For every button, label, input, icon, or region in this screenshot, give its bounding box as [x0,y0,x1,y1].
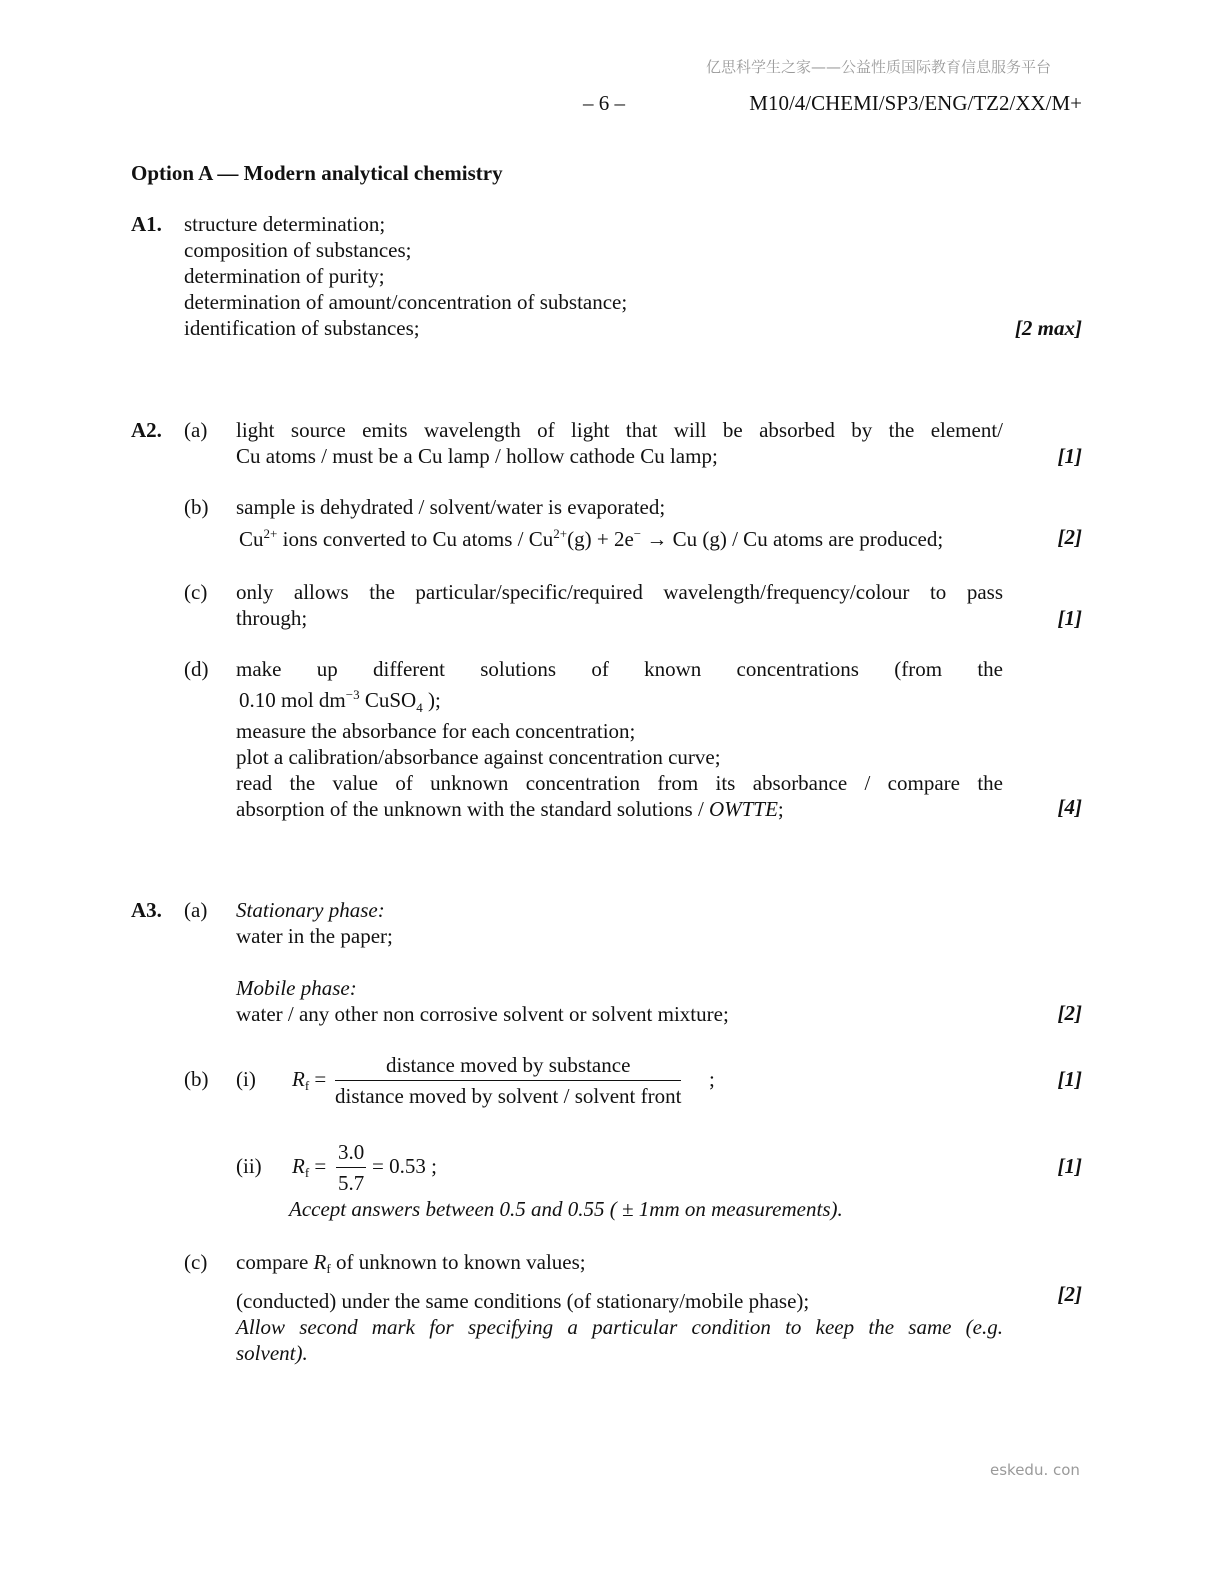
a2-b-mid: ions converted to Cu atoms / [277,527,529,551]
a3-a-answer [236,897,1003,1027]
a3-b-i-label: (i) [236,1067,256,1091]
a3-a-stationary-text: water in the paper; [236,924,393,948]
a3-b-i-r: R [292,1067,305,1091]
a2-d-label: (d) [184,657,209,681]
a3-b-i-mark: [1] [1057,1067,1082,1091]
a2-d-subscript: 4 [416,700,423,716]
question-a3-number: A3. [131,898,162,922]
a2-d-formula: CuSO [359,688,417,712]
a3-b-ii-denominator: 5.7 [338,1171,365,1195]
a2-a-line-1: light source emits wavelength of light that will be absorbed by the element/ [236,418,1003,442]
a3-b-i-numerator: distance moved by substance [335,1052,681,1081]
a3-b-ii-fraction [336,1139,366,1196]
a3-b-ii-label: (ii) [236,1154,262,1178]
a3-c-compare: compare [236,1250,314,1274]
a3-b-i-rsub: f [304,1078,310,1093]
a2-b-arrow: → Cu (g) / Cu atoms are produced; [641,527,944,551]
a3-c-line-1 [236,1249,1003,1282]
a3-c-r: R [313,1250,327,1274]
a2-b-charge-1: 2+ [263,526,278,541]
a3-c-answer [236,1249,1003,1366]
a3-b-ii-numerator: 3.0 [336,1139,366,1168]
a2-a-mark: [1] [1057,444,1082,468]
a2-c-answer [236,579,1003,631]
a3-a-mobile-heading: Mobile phase: [236,976,357,1000]
a1-line-5: identification of substances; [184,316,420,340]
a3-b-ii-lhs [292,1153,326,1186]
a2-a-answer [236,417,1003,469]
section-title: Option A — Modern analytical chemistry [131,161,503,185]
a3-c-rsub: f [326,1261,331,1276]
a2-d-line-1: make up different solutions of known concentrations (from the [236,657,1003,681]
exam-code: M10/4/CHEMI/SP3/ENG/TZ2/XX/M+ [749,91,1082,115]
a1-line-1: structure determination; [184,212,386,236]
a2-d-semicolon: ; [777,797,784,821]
a3-a-mark: [2] [1057,1001,1082,1025]
a3-b-i-semicolon: ; [709,1067,715,1091]
a2-b-line-2 [236,526,1003,552]
a3-b-label: (b) [184,1067,209,1091]
a3-b-ii-equals: = [309,1154,327,1178]
a3-b-ii-note: Accept answers between 0.5 and 0.55 ( ± 1mm on measurements). [289,1197,843,1221]
a3-c-mark: [2] [1057,1282,1082,1306]
a2-c-line-1: only allows the particular/specific/required wavelength/frequency/colour to pass [236,580,1003,604]
a3-c-line-2: (conducted) under the same conditions (of stationary/mobile phase); [236,1289,810,1313]
a2-c-label: (c) [184,580,208,604]
watermark-top: 亿思科学生之家——公益性质国际教育信息服务平台 [706,58,1052,76]
a1-line-2: composition of substances; [184,238,412,262]
a2-d-close: ); [422,688,441,712]
a2-b-eq: (g) + 2e [567,527,634,551]
a3-c-note-2: solvent). [236,1341,308,1365]
a2-b-charge-2: 2+ [553,526,568,541]
a3-b-i-lhs [292,1066,326,1099]
a3-a-mobile-text: water / any other non corrosive solvent or solvent mixture; [236,1002,729,1026]
a2-d-exponent: −3 [345,687,360,702]
a2-d-conc: 0.10 mol dm [239,688,346,712]
a2-d-line-6 [236,796,1003,822]
page-number: – 6 – [583,91,625,115]
a1-line-3: determination of purity; [184,264,385,288]
watermark-bottom: eskedu. con [990,1461,1080,1479]
a2-d-owtte: OWTTE [709,797,778,821]
question-a1-number: A1. [131,212,162,236]
a2-b-electron-charge: − [633,526,642,541]
a2-d-line-2 [236,687,1003,716]
a2-d-line-3: measure the absorbance for each concentration; [236,719,636,743]
a2-b-cu-1: Cu [239,527,264,551]
a2-c-mark: [1] [1057,606,1082,630]
a3-b-ii-r: R [292,1154,305,1178]
a2-b-label: (b) [184,495,209,519]
a2-d-line-4: plot a calibration/absorbance against concentration curve; [236,745,721,769]
a2-d-line-6-text: absorption of the unknown with the standard solutions / [236,797,710,821]
a3-b-ii-result: = 0.53 ; [372,1154,437,1178]
a2-d-line-5: read the value of unknown concentration from its absorbance / compare the [236,771,1003,795]
a3-b-i-fraction [335,1052,681,1109]
question-a1-answers [184,211,627,341]
a2-b-cu-2: Cu [528,527,554,551]
a3-c-label: (c) [184,1250,208,1274]
a2-d-answer [236,656,1003,822]
a3-a-label: (a) [184,898,208,922]
a2-a-line-2: Cu atoms / must be a Cu lamp / hollow cathode Cu lamp; [236,444,718,468]
a3-c-note-1: Allow second mark for specifying a particular condition to keep the same (e.g. [236,1315,1003,1339]
question-a2-number: A2. [131,418,162,442]
a3-b-i-equals: = [309,1067,327,1091]
a2-b-mark: [2] [1057,525,1082,549]
a1-line-4: determination of amount/concentration of substance; [184,290,628,314]
a3-c-line-1-rest: of unknown to known values; [330,1250,586,1274]
a1-mark: [2 max] [1014,316,1082,340]
a2-b-answer [236,494,1003,552]
a3-a-stationary-heading: Stationary phase: [236,898,385,922]
a2-c-line-2: through; [236,606,308,630]
a3-b-ii-rsub: f [304,1165,310,1180]
a3-b-ii-mark: [1] [1057,1154,1082,1178]
a2-b-line-1: sample is dehydrated / solvent/water is evaporated; [236,495,666,519]
a2-a-label: (a) [184,418,208,442]
a2-d-mark: [4] [1057,795,1082,819]
a3-b-i-denominator: distance moved by solvent / solvent front [335,1084,682,1108]
